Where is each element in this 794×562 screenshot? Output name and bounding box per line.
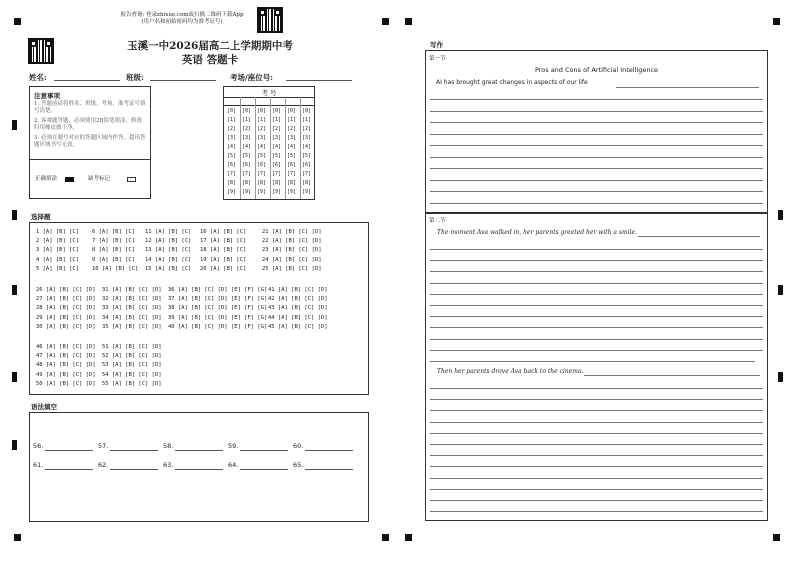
choice-title: 选择题 (31, 213, 51, 221)
blank-answer-line[interactable] (305, 469, 353, 470)
answer-line[interactable] (430, 203, 763, 204)
digit-bubble[interactable]: [8] (302, 180, 312, 186)
blank-number: 60. (293, 442, 304, 450)
answer-line[interactable] (430, 444, 763, 445)
class-label: 班级: (126, 73, 144, 82)
answer-line[interactable] (430, 410, 763, 411)
answer-line[interactable] (430, 500, 763, 501)
choice-row[interactable]: 45 [A] [B] [C] [D] (268, 323, 328, 330)
choice-row[interactable]: 17 [A] [B] [C] (200, 238, 247, 245)
choice-row[interactable]: 35 [A] [B] [C] [D] (102, 323, 162, 330)
digit-bubble[interactable]: [6] (242, 162, 252, 168)
choice-row[interactable]: 10 [A] [B] [C] (92, 265, 139, 272)
timing-mark (12, 120, 17, 130)
choice-row[interactable]: 3 [A] [B] [C] (36, 247, 80, 254)
digit-bubble[interactable]: [0] (302, 108, 312, 114)
digit-bubble[interactable]: [0] (272, 108, 282, 114)
choice-row[interactable]: 37 [A] [B] [C] [D] [E] [F] [G] (168, 296, 268, 303)
choice-row[interactable]: 53 [A] [B] [C] [D] (102, 362, 162, 369)
digit-bubble[interactable]: [3] (287, 135, 297, 141)
digit-bubble[interactable]: [5] (227, 153, 237, 159)
digit-bubble[interactable]: [9] (227, 189, 237, 195)
answer-line[interactable] (584, 375, 760, 376)
notice-item-3: 3. 必须在题号对应的答题区域内作答，超出答题区域书写无效。 (34, 135, 146, 148)
seat-label: 考场/座位号: (230, 73, 274, 82)
choice-row[interactable]: 55 [A] [B] [C] [D] (102, 380, 162, 387)
answer-line[interactable] (616, 87, 759, 88)
digit-bubble[interactable]: [1] (287, 117, 297, 123)
answer-line[interactable] (430, 99, 763, 100)
choice-row[interactable]: 40 [A] [B] [C] [D] [E] [F] [G] (168, 323, 268, 330)
report-notice-line2: (用户名和初始密码均为准考证号) (141, 19, 223, 25)
grid-column-rule (285, 97, 286, 199)
blank-answer-line[interactable] (240, 450, 288, 451)
choice-row[interactable]: 4 [A] [B] [C] (36, 256, 80, 263)
choice-row[interactable]: 50 [A] [B] [C] [D] (36, 380, 96, 387)
choice-row[interactable]: 1 [A] [B] [C] (36, 229, 80, 235)
digit-bubble[interactable]: [4] (257, 144, 267, 150)
choice-row[interactable]: 20 [A] [B] [C] (200, 265, 247, 272)
digit-bubble[interactable]: [4] (302, 144, 312, 150)
choice-row[interactable]: 2 [A] [B] [C] (36, 238, 80, 245)
digit-bubble[interactable]: [5] (302, 153, 312, 159)
blank-answer-line[interactable] (240, 469, 288, 470)
digit-bubble[interactable]: [8] (242, 180, 252, 186)
digit-bubble[interactable]: [8] (272, 180, 282, 186)
writing-section-1 (425, 50, 768, 213)
choice-row[interactable]: 36 [A] [B] [C] [D] [E] [F] [G] (168, 287, 268, 293)
corner-mark (405, 534, 412, 541)
digit-bubble[interactable]: [4] (227, 144, 237, 150)
answer-line[interactable] (430, 134, 763, 135)
name-label: 姓名: (29, 73, 47, 82)
answer-line[interactable] (430, 422, 763, 423)
digit-bubble[interactable]: [6] (257, 162, 267, 168)
digit-bubble[interactable]: [6] (302, 162, 312, 168)
answer-line[interactable] (430, 361, 755, 362)
report-notice-line1: 报告查询: 登录zhixue.com或扫描二维码下载App (120, 12, 244, 18)
para1-start: The moment Ava walked in, her parents greeted her with a smile. (437, 229, 637, 236)
blank-number: 56. (33, 442, 44, 450)
answer-line[interactable] (430, 455, 763, 456)
digit-bubble[interactable]: [9] (287, 189, 297, 195)
digit-bubble[interactable]: [3] (257, 135, 267, 141)
digit-bubble[interactable]: [6] (227, 162, 237, 168)
essay-first-line: AI has brought great changes in aspects of our life (436, 79, 588, 86)
blank-answer-line[interactable] (175, 469, 223, 470)
timing-mark (12, 440, 17, 450)
timing-mark (12, 285, 17, 295)
choice-row[interactable]: 14 [A] [B] [C] (145, 256, 192, 263)
notice-box (29, 86, 151, 199)
choice-row[interactable]: 13 [A] [B] [C] (145, 247, 192, 254)
blank-answer-line[interactable] (45, 469, 93, 470)
digit-bubble[interactable]: [0] (257, 108, 267, 114)
digit-bubble[interactable]: [2] (287, 126, 297, 132)
choice-row[interactable]: 9 [A] [B] [C] (92, 256, 136, 263)
answer-line[interactable] (430, 122, 763, 123)
digit-bubble[interactable]: [7] (272, 171, 282, 177)
answer-line[interactable] (430, 157, 763, 158)
choice-row[interactable]: 54 [A] [B] [C] [D] (102, 371, 162, 378)
answer-line[interactable] (430, 339, 763, 340)
digit-bubble[interactable]: [4] (272, 144, 282, 150)
blank-number: 59. (228, 442, 239, 450)
missing-mark-box[interactable] (127, 177, 136, 182)
timing-mark (778, 372, 783, 382)
choice-row[interactable]: 38 [A] [B] [C] [D] [E] [F] [G] (168, 305, 268, 312)
digit-bubble[interactable]: [7] (227, 171, 237, 177)
grid-column-rule (240, 97, 241, 199)
answer-line[interactable] (430, 249, 763, 250)
choice-row[interactable]: 22 [A] [B] [C] [D] (262, 238, 322, 245)
name-field[interactable] (54, 80, 120, 81)
digit-bubble[interactable]: [1] (242, 117, 252, 123)
corner-mark (382, 534, 389, 541)
app-qr-code (257, 7, 283, 33)
digit-bubble[interactable]: [1] (302, 117, 312, 123)
correct-fill-sample (65, 177, 74, 182)
corner-mark (773, 18, 780, 25)
answer-line[interactable] (430, 466, 763, 467)
blank-answer-line[interactable] (175, 450, 223, 451)
answer-line[interactable] (430, 305, 763, 306)
answer-line[interactable] (430, 283, 763, 284)
essay-title: Pros and Cons of Artificial Intelligence (534, 66, 659, 74)
choice-row[interactable]: 41 [A] [B] [C] [D] (268, 287, 328, 293)
class-field[interactable] (150, 80, 216, 81)
timing-mark (12, 210, 17, 220)
choice-row[interactable]: 6 [A] [B] [C] (92, 229, 136, 235)
blank-answer-line[interactable] (110, 450, 158, 451)
answer-line[interactable] (430, 145, 763, 146)
choice-row[interactable]: 23 [A] [B] [C] [D] (262, 247, 322, 254)
notice-divider (30, 159, 150, 160)
choice-row[interactable]: 25 [A] [B] [C] [D] (262, 265, 322, 272)
blank-answer-line[interactable] (45, 450, 93, 451)
section-2-label: 第二节 (429, 218, 446, 224)
grid-column-rule (300, 97, 301, 199)
corner-mark (382, 18, 389, 25)
grammar-title: 语法填空 (31, 403, 57, 411)
digit-bubble[interactable]: [0] (227, 108, 237, 114)
digit-bubble[interactable]: [6] (272, 162, 282, 168)
writing-title: 写作 (430, 41, 443, 49)
answer-line[interactable] (430, 111, 763, 112)
choice-row[interactable]: 21 [A] [B] [C] [D] (262, 229, 322, 235)
choice-row[interactable]: 30 [A] [B] [C] [D] (36, 323, 96, 330)
exam-number-grid (223, 86, 315, 200)
choice-row[interactable]: 34 [A] [B] [C] [D] (102, 314, 162, 321)
corner-mark (14, 18, 21, 25)
choice-row[interactable]: 48 [A] [B] [C] [D] (36, 362, 96, 369)
digit-bubble[interactable]: [9] (242, 189, 252, 195)
digit-bubble[interactable]: [8] (287, 180, 297, 186)
choice-row[interactable]: 31 [A] [B] [C] [D] (102, 287, 162, 293)
blank-number: 62. (98, 461, 109, 469)
choice-row[interactable]: 8 [A] [B] [C] (92, 247, 136, 254)
section-1-label: 第一节 (429, 56, 446, 62)
choice-row[interactable]: 26 [A] [B] [C] [D] (36, 287, 96, 293)
digit-bubble[interactable]: [3] (227, 135, 237, 141)
answer-line[interactable] (430, 294, 763, 295)
blank-number: 61. (33, 461, 44, 469)
digit-bubble[interactable]: [5] (242, 153, 252, 159)
grammar-box (29, 412, 369, 522)
choice-row[interactable]: 19 [A] [B] [C] (200, 256, 247, 263)
digit-bubble[interactable]: [1] (272, 117, 282, 123)
blank-number: 65. (293, 461, 304, 469)
choice-row[interactable]: 42 [A] [B] [C] [D] (268, 296, 328, 303)
digit-bubble[interactable]: [5] (287, 153, 297, 159)
answer-line[interactable] (430, 191, 763, 192)
digit-bubble[interactable]: [2] (227, 126, 237, 132)
corner-mark (773, 534, 780, 541)
blank-number: 58. (163, 442, 174, 450)
notice-title: 注意事项 (34, 92, 60, 100)
digit-bubble[interactable]: [9] (302, 189, 312, 195)
answer-line[interactable] (430, 478, 763, 479)
corner-mark (405, 18, 412, 25)
choice-row[interactable]: 18 [A] [B] [C] (200, 247, 247, 254)
digit-bubble[interactable]: [4] (287, 144, 297, 150)
digit-bubble[interactable]: [2] (257, 126, 267, 132)
blank-number: 64. (228, 461, 239, 469)
grid-column-rule (255, 97, 256, 199)
digit-bubble[interactable]: [6] (287, 162, 297, 168)
answer-line[interactable] (430, 511, 763, 512)
correct-fill-label: 正确填涂 (35, 176, 58, 182)
sheet-qr-code (28, 38, 54, 64)
digit-bubble[interactable]: [5] (257, 153, 267, 159)
answer-line[interactable] (430, 388, 763, 389)
choice-box (29, 222, 369, 395)
answer-line[interactable] (430, 489, 763, 490)
choice-row[interactable]: 39 [A] [B] [C] [D] [E] [F] [G] (168, 314, 268, 321)
exam-number-label: 考 号 (261, 89, 277, 97)
notice-item-1: 1. 答题前请将姓名、班级、考场、准考证号填写清楚。 (34, 101, 146, 114)
blank-number: 57. (98, 442, 109, 450)
blank-answer-line[interactable] (110, 469, 158, 470)
timing-mark (778, 285, 783, 295)
choice-row[interactable]: 33 [A] [B] [C] [D] (102, 305, 162, 312)
blank-number: 63. (163, 461, 174, 469)
digit-bubble[interactable]: [4] (242, 144, 252, 150)
answer-line[interactable] (430, 271, 763, 272)
digit-bubble[interactable]: [8] (227, 180, 237, 186)
digit-bubble[interactable]: [1] (257, 117, 267, 123)
choice-row[interactable]: 44 [A] [B] [C] [D] (268, 314, 328, 321)
choice-row[interactable]: 49 [A] [B] [C] [D] (36, 371, 96, 378)
choice-row[interactable]: 24 [A] [B] [C] [D] (262, 256, 322, 263)
digit-bubble[interactable]: [3] (272, 135, 282, 141)
digit-bubble[interactable]: [3] (302, 135, 312, 141)
digit-bubble[interactable]: [2] (242, 126, 252, 132)
seat-field[interactable] (286, 80, 352, 81)
digit-bubble[interactable]: [3] (242, 135, 252, 141)
digit-bubble[interactable]: [7] (257, 171, 267, 177)
digit-bubble[interactable]: [0] (242, 108, 252, 114)
choice-row[interactable]: 7 [A] [B] [C] (92, 238, 136, 245)
digit-bubble[interactable]: [1] (227, 117, 237, 123)
page-title: 玉溪一中2026届高二上学期期中考 (127, 40, 293, 52)
digit-bubble[interactable]: [7] (287, 171, 297, 177)
timing-mark (778, 210, 783, 220)
answer-line[interactable] (430, 180, 763, 181)
choice-row[interactable]: 46 [A] [B] [C] [D] (36, 344, 96, 350)
choice-row[interactable]: 52 [A] [B] [C] [D] (102, 353, 162, 360)
choice-row[interactable]: 29 [A] [B] [C] [D] (36, 314, 96, 321)
digit-bubble[interactable]: [9] (257, 189, 267, 195)
writing-section-2 (425, 213, 768, 521)
digit-bubble[interactable]: [2] (272, 126, 282, 132)
report-notice (112, 12, 252, 26)
missing-mark-label: 缺考标记 (88, 176, 111, 182)
answer-line[interactable] (430, 350, 763, 351)
answer-line[interactable] (430, 260, 763, 261)
choice-row[interactable]: 15 [A] [B] [C] (145, 265, 192, 272)
digit-bubble[interactable]: [9] (272, 189, 282, 195)
choice-row[interactable]: 43 [A] [B] [C] [D] (268, 305, 328, 312)
choice-row[interactable]: 16 [A] [B] [C] (200, 229, 247, 235)
digit-bubble[interactable]: [0] (287, 108, 297, 114)
choice-row[interactable]: 27 [A] [B] [C] [D] (36, 296, 96, 303)
digit-bubble[interactable]: [8] (257, 180, 267, 186)
answer-line[interactable] (430, 399, 763, 400)
corner-mark (14, 534, 21, 541)
answer-line[interactable] (638, 236, 760, 237)
page-subtitle: 英语 答题卡 (181, 54, 239, 66)
answer-line[interactable] (430, 433, 763, 434)
digit-bubble[interactable]: [7] (242, 171, 252, 177)
timing-mark (12, 372, 17, 382)
answer-line[interactable] (430, 327, 763, 328)
para2-start: Then her parents drove Ava back to the cinema. (437, 368, 584, 375)
answer-line[interactable] (430, 168, 763, 169)
choice-row[interactable]: 12 [A] [B] [C] (145, 238, 192, 245)
digit-bubble[interactable]: [2] (302, 126, 312, 132)
choice-row[interactable]: 47 [A] [B] [C] [D] (36, 353, 96, 360)
choice-row[interactable]: 51 [A] [B] [C] [D] (102, 344, 162, 350)
blank-answer-line[interactable] (305, 450, 353, 451)
choice-row[interactable]: 32 [A] [B] [C] [D] (102, 296, 162, 303)
choice-row[interactable]: 11 [A] [B] [C] (145, 229, 192, 235)
digit-bubble[interactable]: [7] (302, 171, 312, 177)
choice-row[interactable]: 5 [A] [B] [C] (36, 265, 80, 272)
choice-row[interactable]: 28 [A] [B] [C] [D] (36, 305, 96, 312)
grid-column-rule (270, 97, 271, 199)
answer-line[interactable] (430, 316, 763, 317)
digit-bubble[interactable]: [5] (272, 153, 282, 159)
notice-item-2: 2. 客观题答题，必须使用2B铅笔填涂，修改时用橡皮擦干净。 (34, 118, 143, 131)
